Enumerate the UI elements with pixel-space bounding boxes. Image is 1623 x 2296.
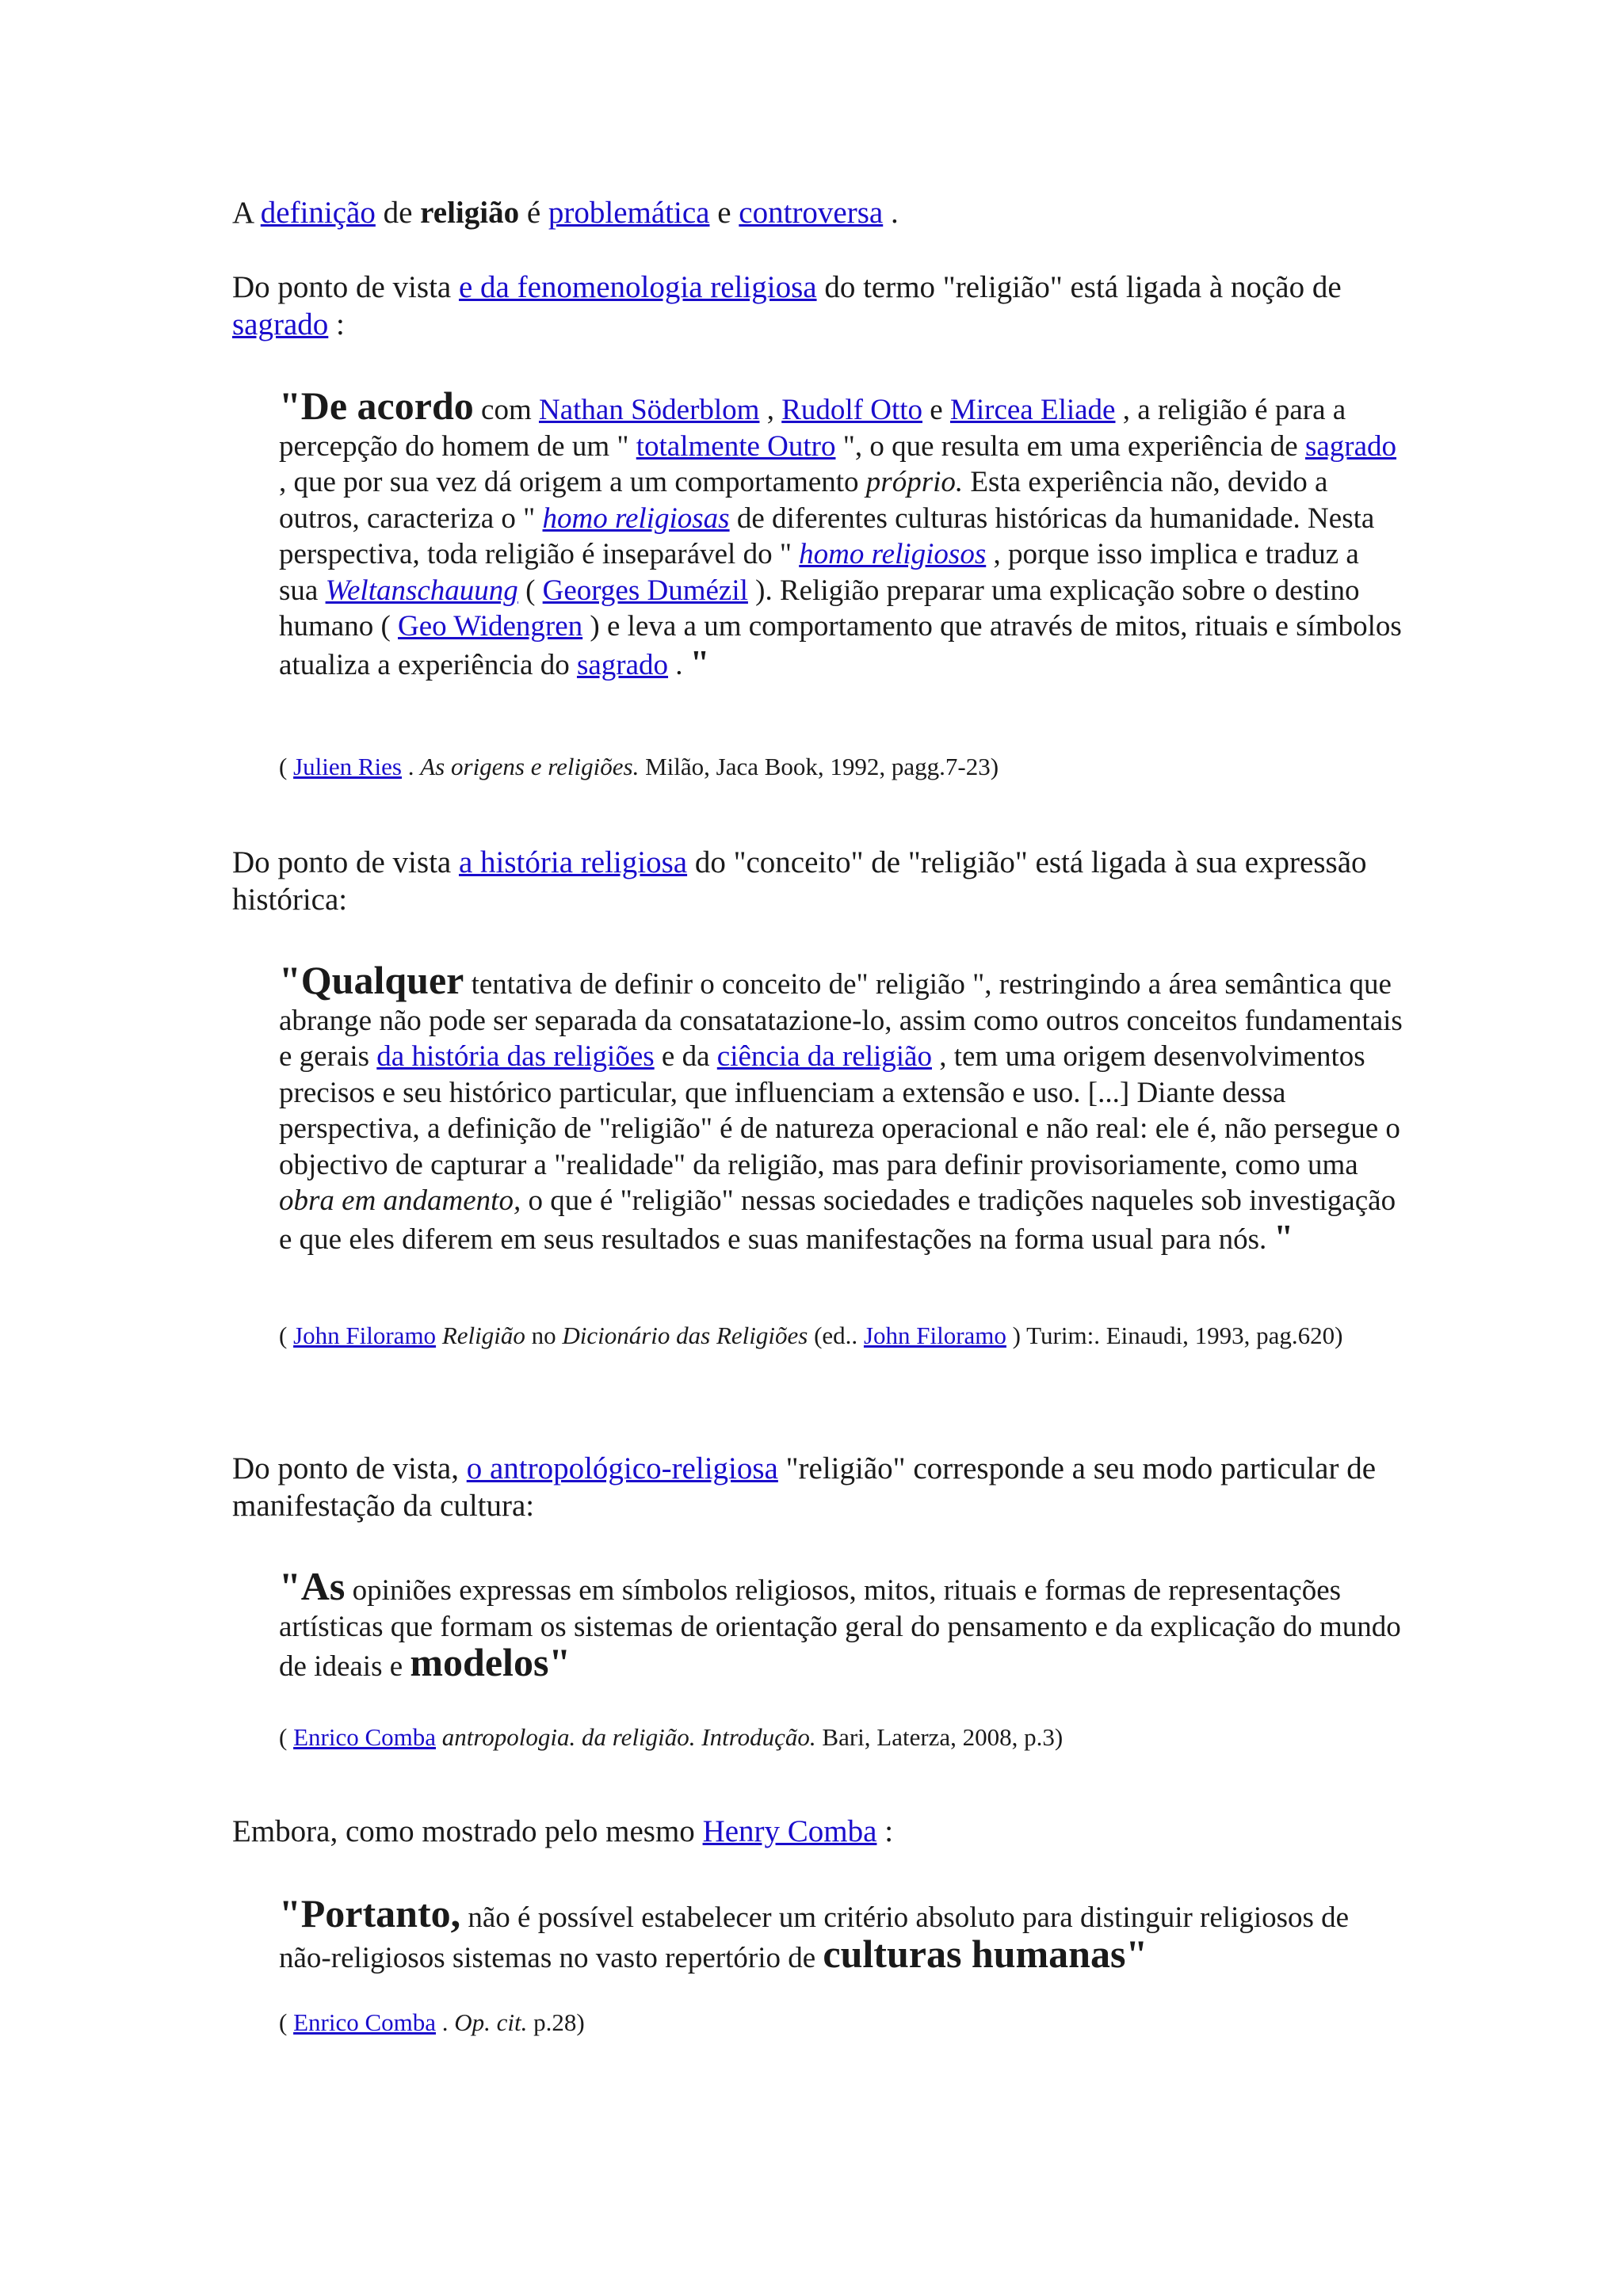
- phenomenology-paragraph: [232, 269, 1389, 343]
- bold-religiao: religião: [420, 196, 520, 230]
- text: o que é "religião" nessas sociedades e tradições naqueles sob investigação e que eles diferem em seus resultados e suas manifestações na forma usual para nós.: [279, 1184, 1396, 1256]
- citation-filoramo: [279, 1319, 1388, 1352]
- link-text: homo religiosas: [542, 502, 730, 535]
- text: do "conceito" de "religião" está ligada à sua expressão histórica:: [232, 845, 1367, 917]
- text: .: [668, 648, 690, 681]
- italic-title: antropologia. da religião. Introdução.: [441, 1723, 816, 1751]
- link-enrico-comba[interactable]: Enrico Comba: [293, 1723, 437, 1751]
- text: (: [517, 574, 543, 607]
- text: ,: [759, 394, 782, 426]
- link-john-filoramo[interactable]: John Filoramo: [293, 1322, 437, 1349]
- quote-filoramo: [279, 958, 1404, 1257]
- text: e: [922, 394, 950, 426]
- text: [436, 1322, 442, 1349]
- text: de: [375, 196, 421, 230]
- quote-comba: [279, 1564, 1404, 1685]
- link-problematica[interactable]: problemática: [548, 196, 710, 230]
- text: , que por sua vez dá origem a um comportamento: [279, 466, 866, 498]
- citation-comba-2: [279, 2006, 1388, 2039]
- quote-comba-2: [279, 1891, 1404, 1976]
- italic-text: obra em andamento,: [279, 1184, 521, 1217]
- link-sagrado[interactable]: sagrado: [1304, 429, 1397, 463]
- link-georges-dumezil[interactable]: Georges Dumézil: [542, 574, 748, 607]
- citation-ries: [279, 750, 1388, 784]
- text: de diferentes culturas históricas da humanidade. Nesta perspectiva, toda religião é inseparável do ": [279, 502, 1375, 570]
- text: , tem uma origem desenvolvimentos precisos e seu histórico particular, que influenciam a extensão e uso. [...] Diante dessa perspectiva, a definição de "religião" é de natureza operacional e não real: ele é, não persegue o objectivo de capturar a "realidade" da religião, mas para definir provisoriamente, como uma: [279, 1040, 1400, 1181]
- text: (ed..: [808, 1322, 864, 1349]
- text: Do ponto de vista: [232, 845, 459, 879]
- text: .: [402, 753, 421, 780]
- text: e da: [654, 1040, 717, 1073]
- link-historia-das-religioes[interactable]: da história das religiões: [376, 1040, 655, 1073]
- quote-close: modelos": [410, 1640, 571, 1684]
- text: no: [525, 1322, 563, 1349]
- link-historia-religiosa[interactable]: a história religiosa: [458, 845, 688, 879]
- link-sagrado[interactable]: sagrado: [232, 307, 329, 341]
- link-soderblom[interactable]: Nathan Söderblom: [538, 394, 760, 426]
- link-henry-comba[interactable]: Henry Comba: [702, 1814, 877, 1848]
- link-controversa[interactable]: controversa: [739, 196, 884, 230]
- link-julien-ries[interactable]: Julien Ries: [293, 753, 402, 780]
- link-homo-religiosos[interactable]: [799, 538, 986, 570]
- text: ) e leva a um comportamento que através de mitos, rituais e símbolos atualiza a experiência do: [279, 610, 1402, 681]
- link-sagrado[interactable]: sagrado: [576, 648, 669, 681]
- text: (: [279, 1322, 294, 1349]
- text: A: [232, 196, 261, 230]
- quote-open: "As: [279, 1564, 346, 1608]
- link-weltanschauung[interactable]: [326, 574, 518, 607]
- text: com: [473, 394, 539, 426]
- link-text: homo religiosos: [799, 538, 987, 570]
- text: :: [328, 307, 345, 341]
- link-mircea-eliade[interactable]: Mircea Eliade: [949, 394, 1116, 426]
- link-antropologico-religiosa[interactable]: o antropológico-religiosa: [466, 1451, 778, 1486]
- text: Milão, Jaca Book, 1992, pagg.7-23): [639, 753, 999, 780]
- quote-open: "Qualquer: [279, 958, 464, 1002]
- text: "religião" corresponde a seu modo particular de manifestação da cultura:: [232, 1451, 1377, 1523]
- link-enrico-comba[interactable]: Enrico Comba: [293, 2008, 437, 2036]
- link-text: Weltanschauung: [325, 574, 518, 607]
- quote-close: ": [1274, 1217, 1293, 1257]
- link-homo-religiosas[interactable]: [543, 502, 730, 535]
- text: [436, 1723, 442, 1751]
- text: é: [519, 196, 548, 230]
- text: Do ponto de vista,: [232, 1451, 467, 1486]
- quote-close: culturas humanas": [823, 1931, 1148, 1976]
- text: do termo "religião" está ligada à noção de: [816, 270, 1342, 304]
- text: .: [436, 2008, 455, 2036]
- italic-text: Op. cit.: [454, 2008, 528, 2036]
- text: Do ponto de vista: [232, 270, 459, 304]
- text: (: [279, 2008, 294, 2036]
- italic-text: Religião: [441, 1322, 525, 1349]
- citation-comba: [279, 1721, 1388, 1754]
- quote-open: "De acordo: [279, 383, 474, 428]
- comba-intro-paragraph: [232, 1813, 1389, 1850]
- link-geo-widengren[interactable]: Geo Widengren: [398, 610, 583, 643]
- quote-open: "Portanto,: [279, 1891, 461, 1936]
- italic-text: próprio.: [865, 466, 964, 498]
- text: , porque isso implica e traduz a sua: [279, 538, 1359, 607]
- link-fenomenologia[interactable]: e da fenomenologia religiosa: [458, 270, 817, 304]
- italic-text: Dicionário das Religiões: [562, 1322, 808, 1349]
- text: (: [279, 753, 294, 780]
- text: p.28): [527, 2008, 585, 2036]
- anthropology-paragraph: [232, 1450, 1389, 1524]
- text: opiniões expressas em símbolos religiosos, mitos, rituais e formas de representações artísticas que formam os sistemas de orientação geral do pensamento e da explicação do mundo de ideais e: [279, 1574, 1401, 1683]
- link-john-filoramo[interactable]: John Filoramo: [863, 1322, 1006, 1349]
- link-totalmente-outro[interactable]: totalmente Outro: [636, 429, 836, 463]
- link-rudolf-otto[interactable]: Rudolf Otto: [781, 394, 923, 426]
- italic-title: As origens e religiões.: [420, 753, 640, 780]
- history-paragraph: [232, 844, 1389, 918]
- text: ). Religião preparar uma explicação sobre o destino humano (: [279, 574, 1360, 643]
- text: não é possível estabelecer um critério absoluto para distinguir religiosos de não-religiosos sistemas no vasto repertório de: [279, 1901, 1350, 1974]
- text: ", o que resulta em uma experiência de: [835, 429, 1305, 463]
- text: Bari, Laterza, 2008, p.3): [815, 1723, 1064, 1751]
- text: , a religião é para a percepção do homem de um ": [279, 394, 1346, 463]
- quote-close: ": [689, 643, 710, 682]
- text: tentativa de definir o conceito de" religião ", restringindo a área semântica que abrange não pode ser separada da consatatazione-lo, assim como outros conceitos fundamentais e gerais: [279, 968, 1403, 1073]
- quote-ries: [279, 383, 1404, 683]
- text: e: [709, 196, 739, 230]
- text: :: [876, 1814, 894, 1848]
- link-definicao[interactable]: definição: [260, 196, 376, 230]
- text: ) Turim:. Einaudi, 1993, pag.620): [1006, 1322, 1343, 1349]
- text: Esta experiência não, devido a outros, caracteriza o ": [279, 466, 1328, 535]
- text: Embora, como mostrado pelo mesmo: [232, 1814, 703, 1848]
- link-ciencia-da-religiao[interactable]: ciência da religião: [716, 1040, 932, 1073]
- intro-paragraph: [232, 194, 1389, 231]
- text: (: [279, 1723, 294, 1751]
- text: .: [883, 196, 899, 230]
